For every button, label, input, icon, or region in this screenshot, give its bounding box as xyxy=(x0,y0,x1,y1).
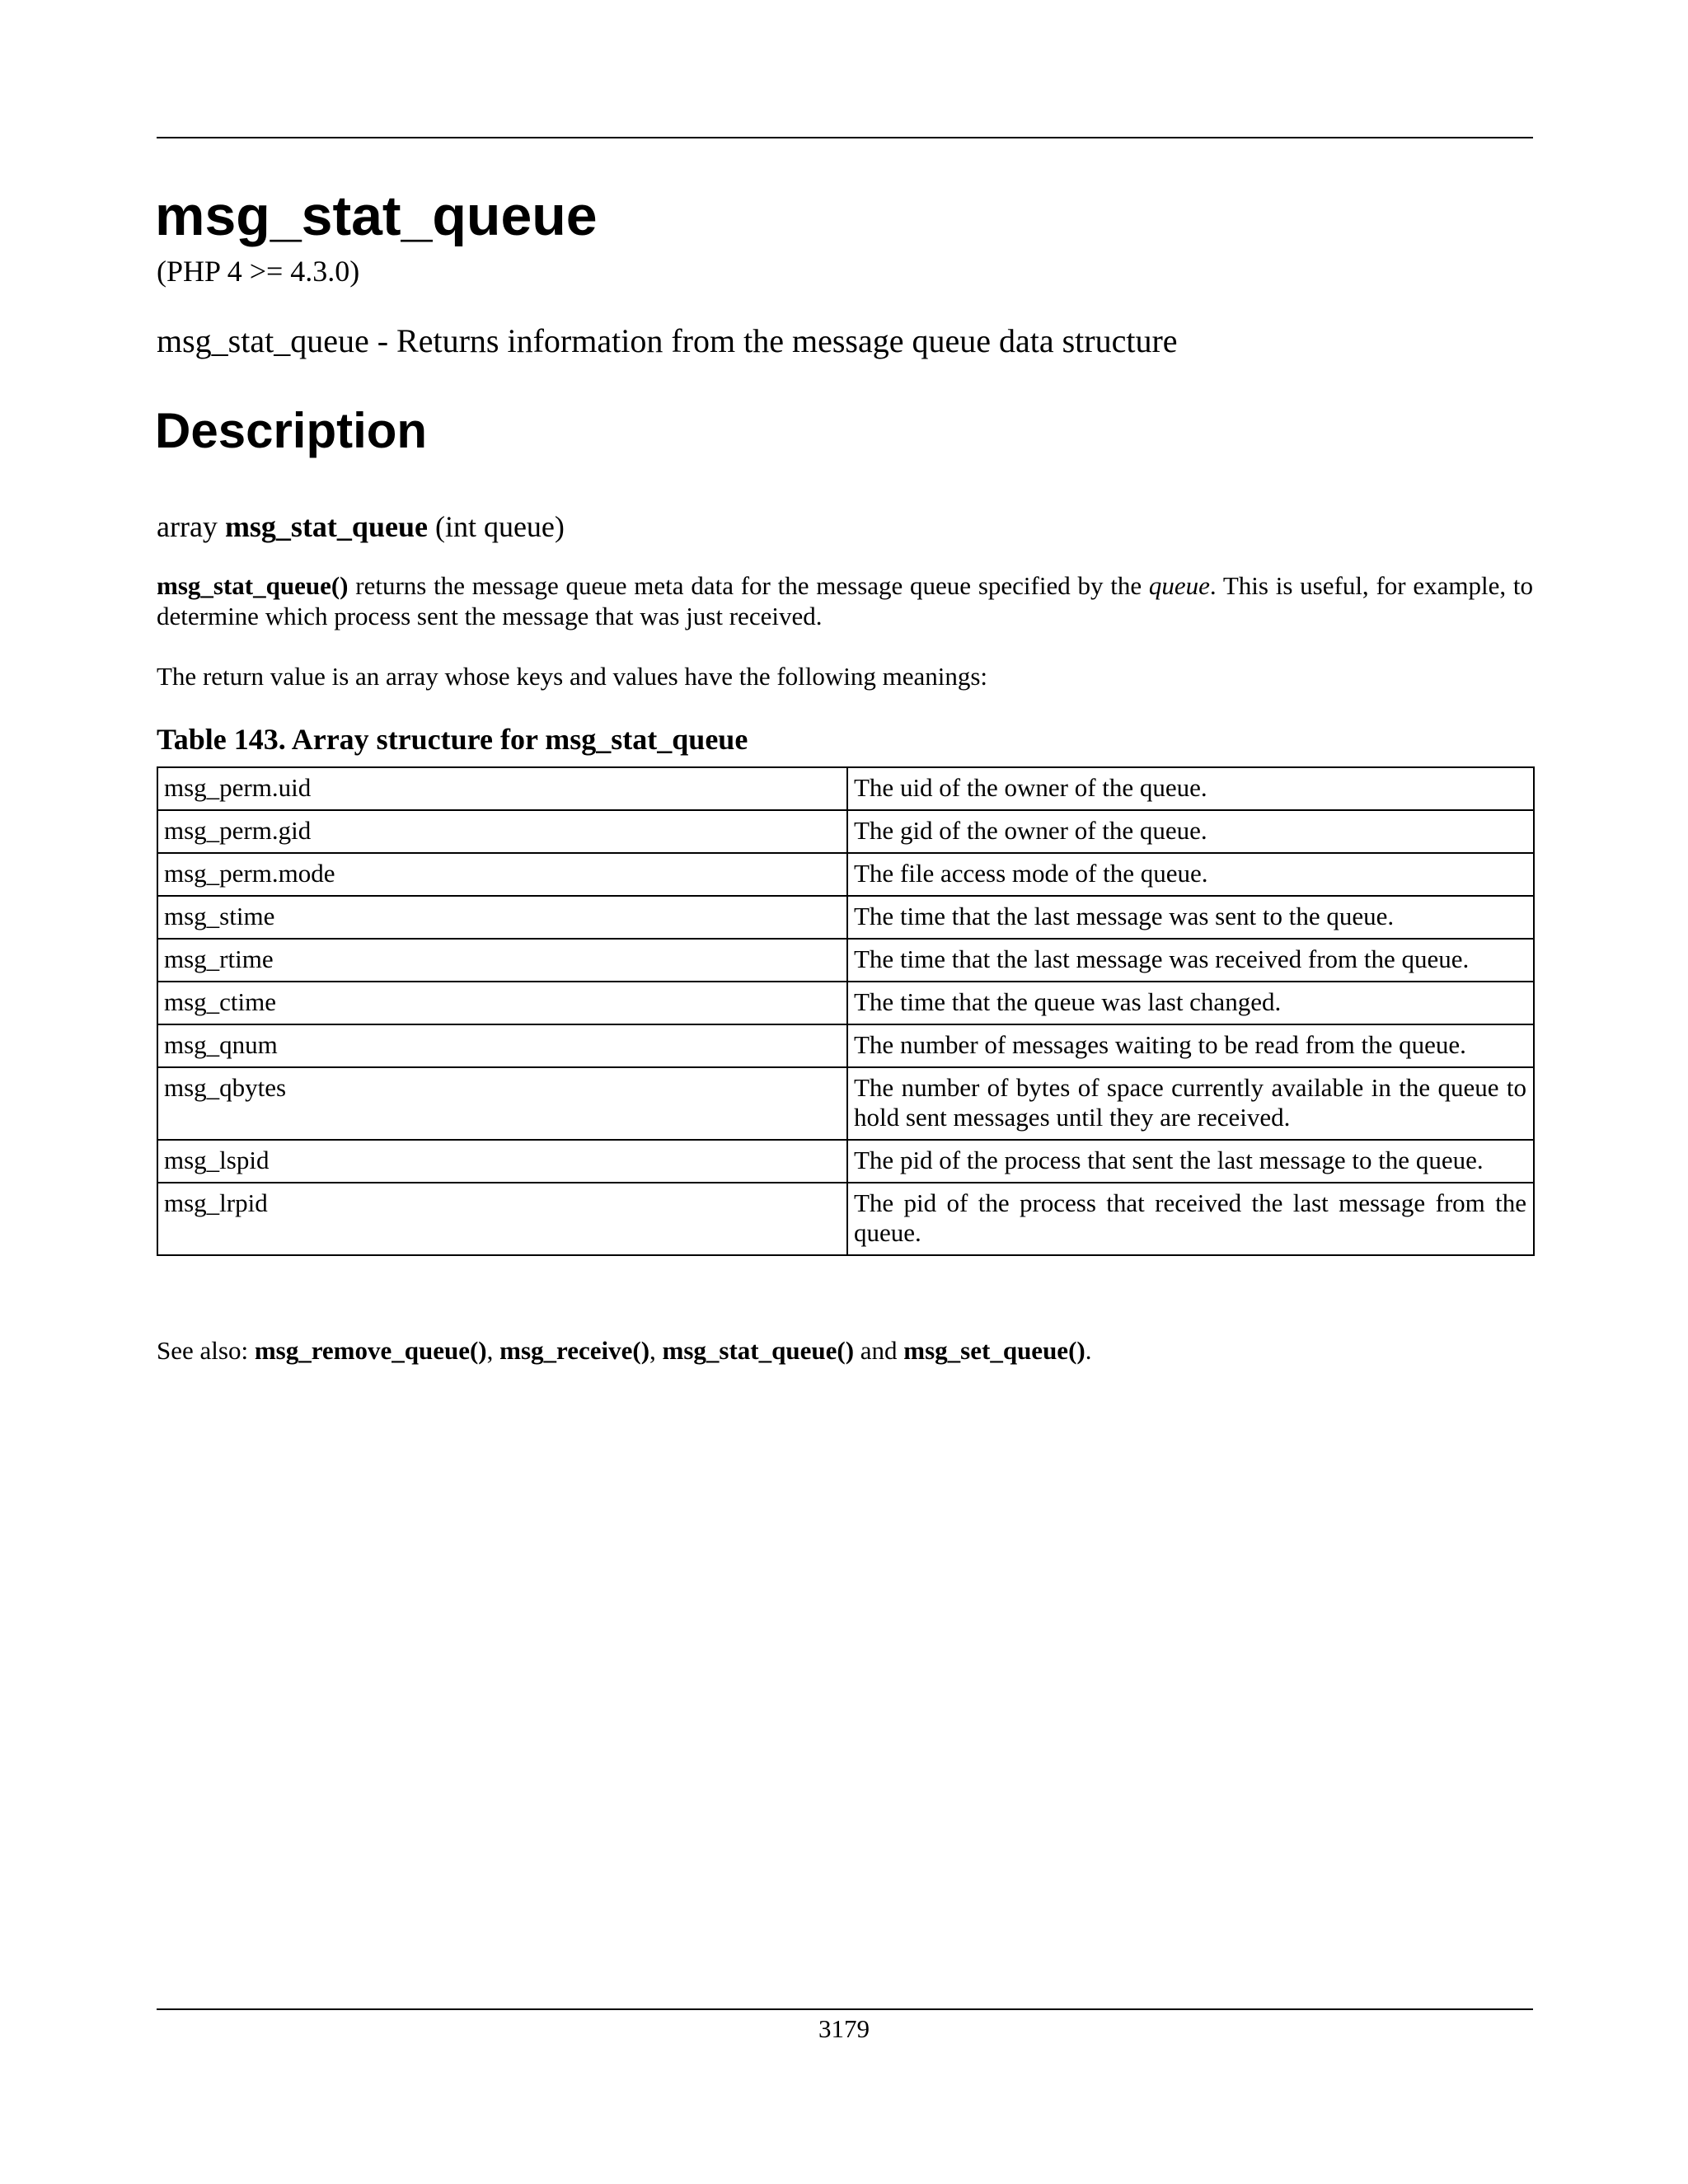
array-key-cell: msg_lspid xyxy=(157,1140,847,1183)
array-value-cell: The number of bytes of space currently available in the queue to hold sent messages until they are received. xyxy=(847,1067,1534,1140)
array-key-cell: msg_lrpid xyxy=(157,1183,847,1255)
table-row xyxy=(157,1183,1534,1255)
function-reference: msg_stat_queue() xyxy=(157,571,349,600)
terminator: . xyxy=(1085,1336,1092,1365)
table-row xyxy=(157,982,1534,1024)
array-value-cell: The uid of the owner of the queue. xyxy=(847,767,1534,810)
array-key-cell: msg_rtime xyxy=(157,939,847,982)
synopsis-function-name: msg_stat_queue xyxy=(224,510,428,543)
link-msg-set-queue[interactable]: msg_set_queue() xyxy=(903,1336,1085,1365)
parameter-reference: queue xyxy=(1148,571,1210,600)
description-heading: Description xyxy=(155,403,428,458)
see-also xyxy=(157,1335,1091,1366)
footer-rule xyxy=(157,2008,1533,2010)
paragraph-text: . This is useful, for example, to determine which process sent the message that was just received. xyxy=(157,571,1533,630)
table-caption: Table 143. Array structure for msg_stat_queue xyxy=(157,723,748,756)
table-row xyxy=(157,853,1534,896)
version-info: (PHP 4 >= 4.3.0) xyxy=(157,255,360,288)
separator: , xyxy=(486,1336,500,1365)
separator: and xyxy=(854,1336,904,1365)
page-number: 3179 xyxy=(818,2014,870,2043)
array-value-cell: The number of messages waiting to be read from the queue. xyxy=(847,1024,1534,1067)
array-value-cell: The gid of the owner of the queue. xyxy=(847,810,1534,853)
table-row xyxy=(157,1024,1534,1067)
separator: , xyxy=(649,1336,663,1365)
table-row xyxy=(157,767,1534,810)
table-body xyxy=(157,767,1534,1255)
table-row xyxy=(157,896,1534,939)
array-value-cell: The time that the last message was received from the queue. xyxy=(847,939,1534,982)
array-value-cell: The pid of the process that sent the last message to the queue. xyxy=(847,1140,1534,1183)
description-paragraph xyxy=(157,570,1533,631)
link-msg-remove-queue[interactable]: msg_remove_queue() xyxy=(254,1336,487,1365)
array-structure-table xyxy=(157,766,1535,1256)
return-value-paragraph: The return value is an array whose keys and values have the following meanings: xyxy=(157,662,988,691)
synopsis-return-type: array xyxy=(157,510,218,543)
array-key-cell: msg_perm.mode xyxy=(157,853,847,896)
header-rule xyxy=(157,137,1533,138)
array-value-cell: The time that the last message was sent to the queue. xyxy=(847,896,1534,939)
function-title: msg_stat_queue xyxy=(155,185,598,247)
table-row xyxy=(157,1067,1534,1140)
array-value-cell: The time that the queue was last changed. xyxy=(847,982,1534,1024)
array-key-cell: msg_perm.uid xyxy=(157,767,847,810)
paragraph-text: returns the message queue meta data for the message queue specified by the xyxy=(348,571,1149,600)
table-row xyxy=(157,1140,1534,1183)
array-value-cell: The pid of the process that received the last message from the queue. xyxy=(847,1183,1534,1255)
table-row xyxy=(157,810,1534,853)
array-value-cell: The file access mode of the queue. xyxy=(847,853,1534,896)
link-msg-receive[interactable]: msg_receive() xyxy=(499,1336,650,1365)
array-key-cell: msg_ctime xyxy=(157,982,847,1024)
array-key-cell: msg_qnum xyxy=(157,1024,847,1067)
function-summary: msg_stat_queue - Returns information from the message queue data structure xyxy=(157,322,1178,359)
see-also-label: See also: xyxy=(157,1336,255,1365)
array-key-cell: msg_perm.gid xyxy=(157,810,847,853)
table-row xyxy=(157,939,1534,982)
link-msg-stat-queue[interactable]: msg_stat_queue() xyxy=(662,1336,855,1365)
array-key-cell: msg_qbytes xyxy=(157,1067,847,1140)
array-key-cell: msg_stime xyxy=(157,896,847,939)
synopsis-params: (int queue) xyxy=(434,510,565,543)
function-synopsis xyxy=(157,509,565,545)
